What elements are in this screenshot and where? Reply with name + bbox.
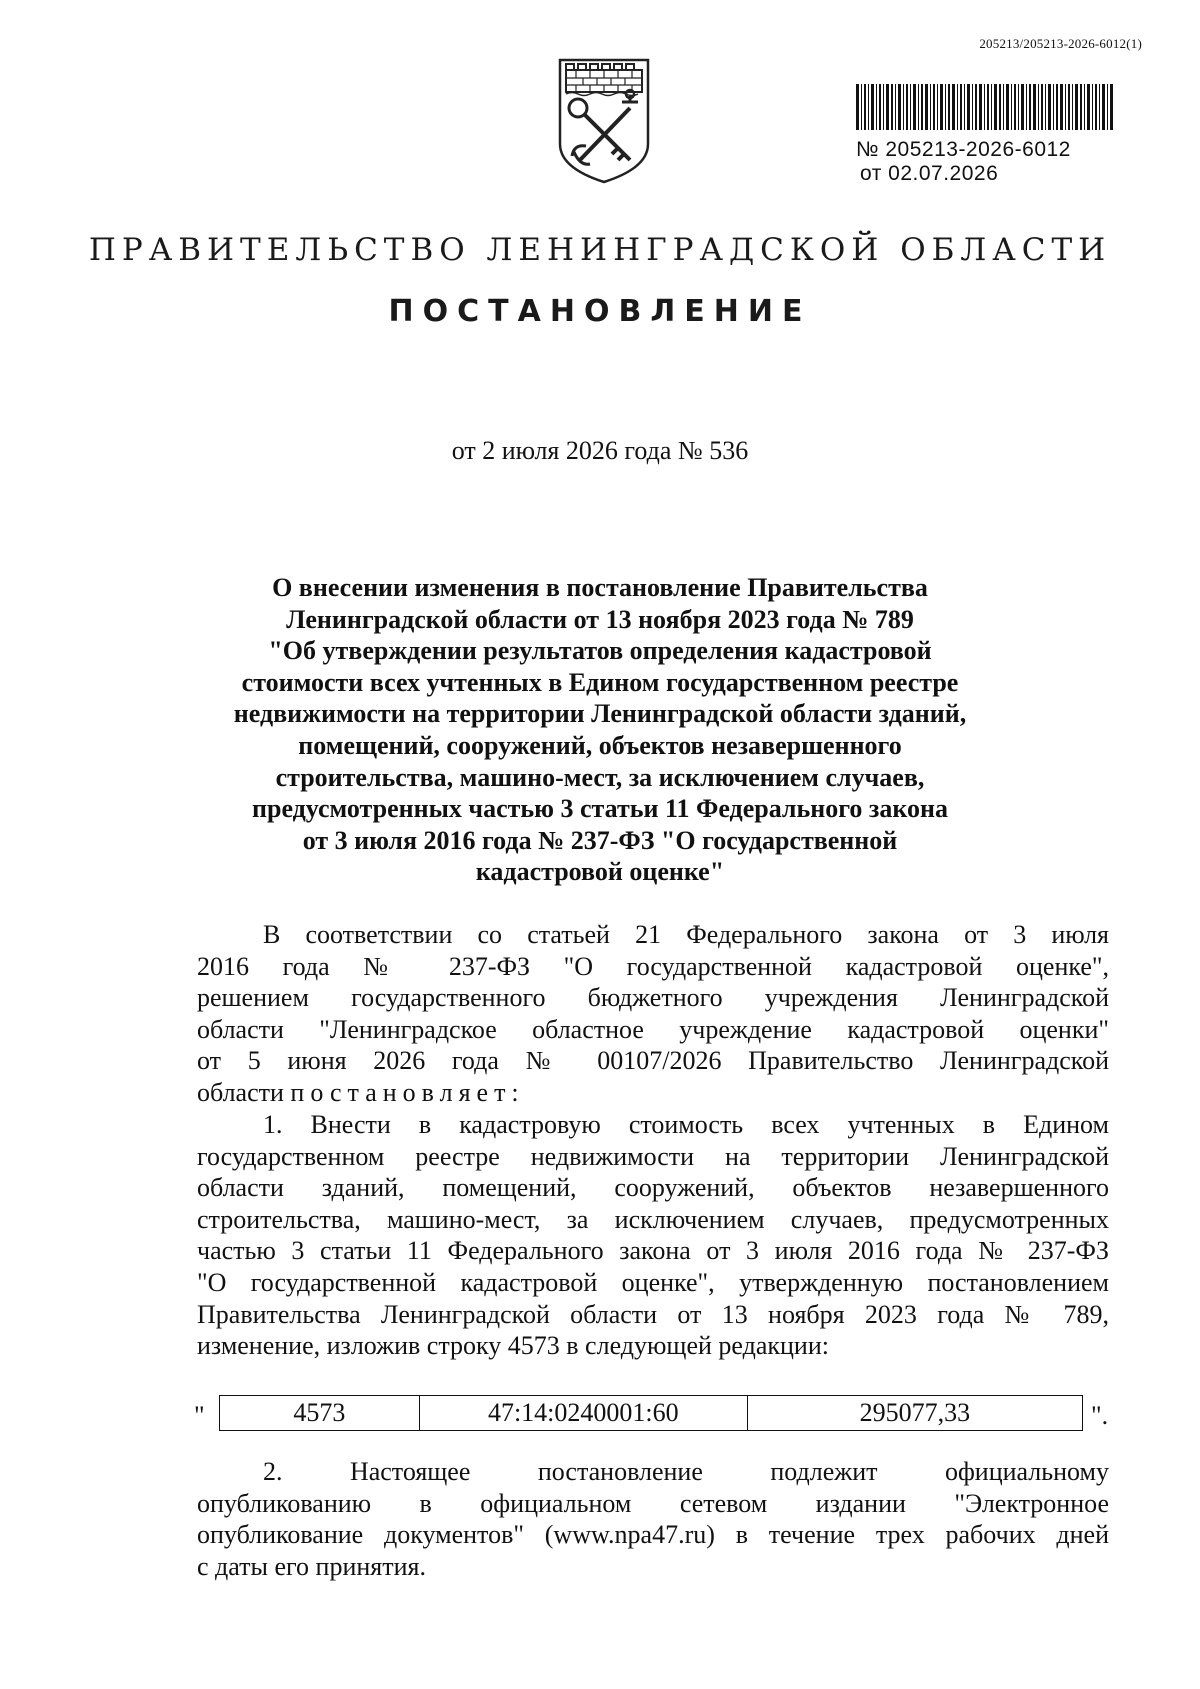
- heading-line: стоимости всех учтенных в Едином государственном реестре: [241, 667, 959, 697]
- body-line: "О государственной кадастровой оценке", утвержденную постановлением: [197, 1267, 1109, 1297]
- heading-line: "Об утверждении результатов определения кадастровой: [268, 636, 932, 666]
- government-title: ПРАВИТЕЛЬСТВО ЛЕНИНГРАДСКОЙ ОБЛАСТИ: [88, 232, 1112, 268]
- cadastral-number-cell: 47:14:0240001:60: [419, 1396, 747, 1431]
- heading-line: предусмотренных частью 3 статьи 11 Федерального закона: [252, 794, 948, 824]
- heading-line: помещений, сооружений, объектов незавершенного: [298, 730, 902, 760]
- body-line: В соответствии со статьей 21 Федерального закона от 3 июля: [263, 920, 1109, 949]
- item-1-paragraph: [197, 1109, 1109, 1362]
- heading-line: кадастровой оценке": [475, 857, 725, 887]
- table-open-quote: ": [194, 1401, 205, 1430]
- coat-of-arms-icon: [556, 56, 652, 186]
- heading-line: О внесении изменения в постановление Правительства: [272, 573, 928, 602]
- body-line: Правительства Ленинградской области от 13 ноября 2023 года № 789,: [197, 1299, 1109, 1329]
- barcode: [856, 84, 1114, 130]
- document-heading: [210, 572, 990, 888]
- body-line: области зданий, помещений, сооружений, объектов незавершенного: [197, 1173, 1109, 1203]
- body-line: от 5 июня 2026 года № 00107/2026 Правительство Ленинградской: [197, 1046, 1109, 1076]
- registration-number: № 205213-2026-6012: [856, 138, 1071, 161]
- resolves-word: постановляет:: [290, 1077, 525, 1107]
- body-line: государственном реестре недвижимости на территории Ленинградской: [197, 1141, 1109, 1171]
- body-line: опубликование документов" (www.npa47.ru) в течение трех рабочих дней: [197, 1520, 1109, 1550]
- preamble-prefix: области: [197, 1077, 291, 1107]
- body-line: опубликованию в официальном сетевом издании "Электронное: [197, 1488, 1109, 1518]
- table-row: [220, 1396, 1083, 1431]
- document-id: 205213/205213-2026-6012(1): [979, 36, 1142, 51]
- document-type: ПОСТАНОВЛЕНИЕ: [388, 294, 812, 329]
- body-line: 1. Внести в кадастровую стоимость всех учтенных в Едином: [263, 1110, 1109, 1139]
- item-2-paragraph: [197, 1456, 1109, 1582]
- cadastral-value-cell: 295077,33: [747, 1396, 1082, 1431]
- body-line: частью 3 статьи 11 Федерального закона от 3 июля 2016 года № 237-ФЗ: [197, 1236, 1109, 1266]
- body-line: области "Ленинградское областное учреждение кадастровой оценки": [197, 1014, 1109, 1044]
- row-number-cell: 4573: [220, 1396, 420, 1431]
- cadastral-value-table: [219, 1395, 1083, 1431]
- body-line: с даты его принятия.: [197, 1551, 426, 1581]
- heading-line: от 3 июля 2016 года № 237-ФЗ "О государственной: [302, 825, 898, 855]
- preamble-paragraph: [197, 919, 1109, 1109]
- body-line: изменение, изложив строку 4573 в следующей редакции:: [197, 1331, 829, 1361]
- heading-line: Ленинградской области от 13 ноября 2023 года № 789: [286, 604, 914, 634]
- registration-date: от 02.07.2026: [860, 162, 999, 185]
- issue-date-number: от 2 июля 2026 года № 536: [451, 436, 749, 465]
- table-close-quote: ".: [1091, 1401, 1109, 1430]
- body-line: строительства, машино-мест, за исключением случаев, предусмотренных: [197, 1204, 1109, 1234]
- heading-line: недвижимости на территории Ленинградской области зданий,: [233, 699, 967, 729]
- body-line: 2. Настоящее постановление подлежит официальному: [263, 1457, 1109, 1486]
- body-line: 2016 года № 237-ФЗ "О государственной кадастровой оценке",: [197, 951, 1109, 981]
- body-line: [197, 1077, 1109, 1109]
- body-line: решением государственного бюджетного учреждения Ленинградской: [197, 983, 1109, 1013]
- heading-line: строительства, машино-мест, за исключением случаев,: [275, 762, 925, 792]
